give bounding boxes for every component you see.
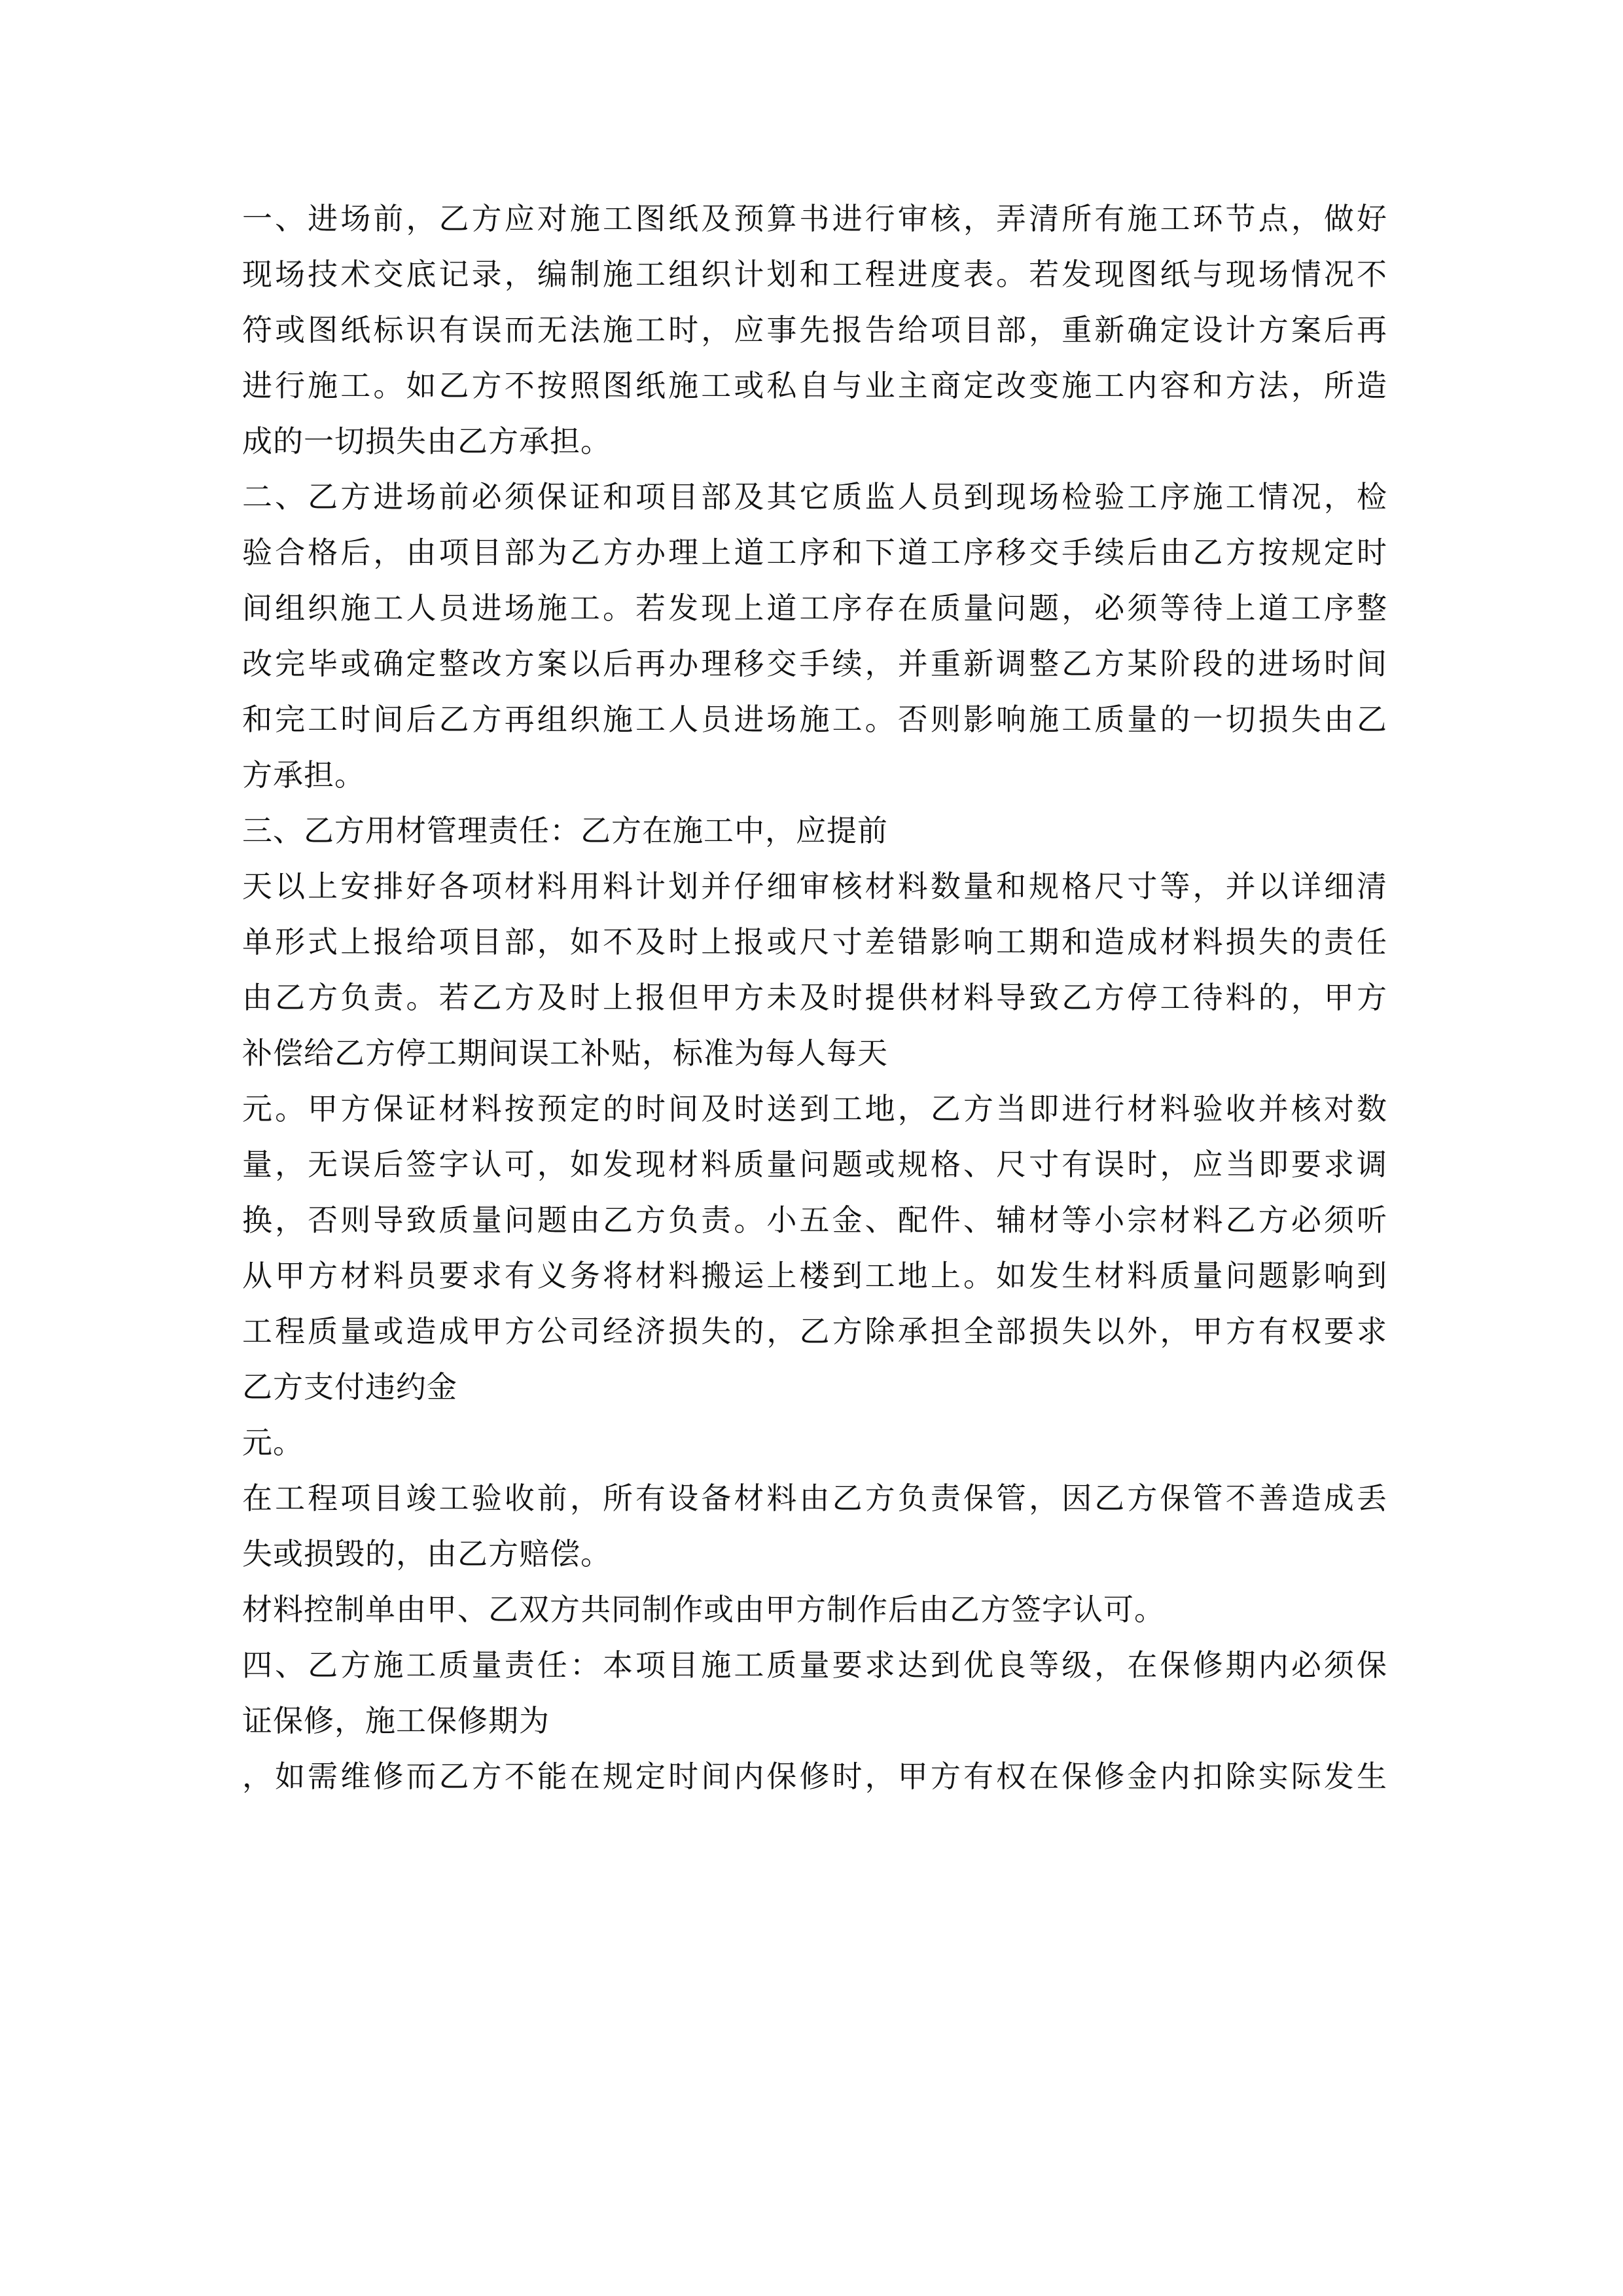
text-line: 进行施工。如乙方不按照图纸施工或私自与业主商定改变施工内容和方法，所造	[242, 368, 1387, 403]
text-line: ，如需维修而乙方不能在规定时间内保修时，甲方有权在保修金内扣除实际发生	[242, 1759, 1387, 1794]
text-line: 元。甲方保证材料按预定的时间及时送到工地，乙方当即进行材料验收并核对数	[242, 1091, 1387, 1126]
text-line: 二、乙方进场前必须保证和项目部及其它质监人员到现场检验工序施工情况，检	[242, 479, 1387, 514]
text-line: 元。	[242, 1425, 304, 1460]
text-line: 换，否则导致质量问题由乙方负责。小五金、配件、辅材等小宗材料乙方必须听	[242, 1202, 1387, 1238]
text-line: 失或损毁的，由乙方赔偿。	[242, 1536, 611, 1571]
text-line: 证保修，施工保修期为	[242, 1703, 550, 1738]
text-line: 间组织施工人员进场施工。若发现上道工序存在质量问题，必须等待上道工序整	[242, 590, 1387, 626]
text-line: 乙方支付违约金	[242, 1369, 457, 1405]
text-line: 改完毕或确定整改方案以后再办理移交手续，并重新调整乙方某阶段的进场时间	[242, 646, 1387, 681]
contract-body-text	[242, 191, 1387, 1804]
text-line: 从甲方材料员要求有义务将材料搬运上楼到工地上。如发生材料质量问题影响到	[242, 1258, 1387, 1293]
text-line: 工程质量或造成甲方公司经济损失的，乙方除承担全部损失以外，甲方有权要求	[242, 1314, 1387, 1349]
text-line: 验合格后，由项目部为乙方办理上道工序和下道工序移交手续后由乙方按规定时	[242, 535, 1387, 570]
text-line: 量，无误后签字认可，如发现材料质量问题或规格、尺寸有误时，应当即要求调	[242, 1147, 1387, 1182]
text-line: 在工程项目竣工验收前，所有设备材料由乙方负责保管，因乙方保管不善造成丢	[242, 1480, 1387, 1516]
text-line: 成的一切损失由乙方承担。	[242, 423, 611, 459]
text-line: 符或图纸标识有误而无法施工时，应事先报告给项目部，重新确定设计方案后再	[242, 312, 1387, 348]
text-line: 方承担。	[242, 757, 365, 793]
text-line: 现场技术交底记录，编制施工组织计划和工程进度表。若发现图纸与现场情况不	[242, 257, 1387, 292]
text-line: 一、进场前，乙方应对施工图纸及预算书进行审核，弄清所有施工环节点，做好	[242, 201, 1387, 236]
text-line: 天以上安排好各项材料用料计划并仔细审核材料数量和规格尺寸等，并以详细清	[242, 869, 1387, 904]
text-line: 单形式上报给项目部，如不及时上报或尺寸差错影响工期和造成材料损失的责任	[242, 924, 1387, 960]
text-line: 补偿给乙方停工期间误工补贴，标准为每人每天	[242, 1035, 888, 1071]
text-line: 和完工时间后乙方再组织施工人员进场施工。否则影响施工质量的一切损失由乙	[242, 702, 1387, 737]
text-line: 由乙方负责。若乙方及时上报但甲方未及时提供材料导致乙方停工待料的，甲方	[242, 980, 1387, 1015]
text-line: 材料控制单由甲、乙双方共同制作或由甲方制作后由乙方签字认可。	[242, 1592, 1165, 1627]
text-line: 三、乙方用材管理责任：乙方在施工中，应提前	[242, 813, 888, 848]
text-line: 四、乙方施工质量责任：本项目施工质量要求达到优良等级，在保修期内必须保	[242, 1647, 1387, 1683]
